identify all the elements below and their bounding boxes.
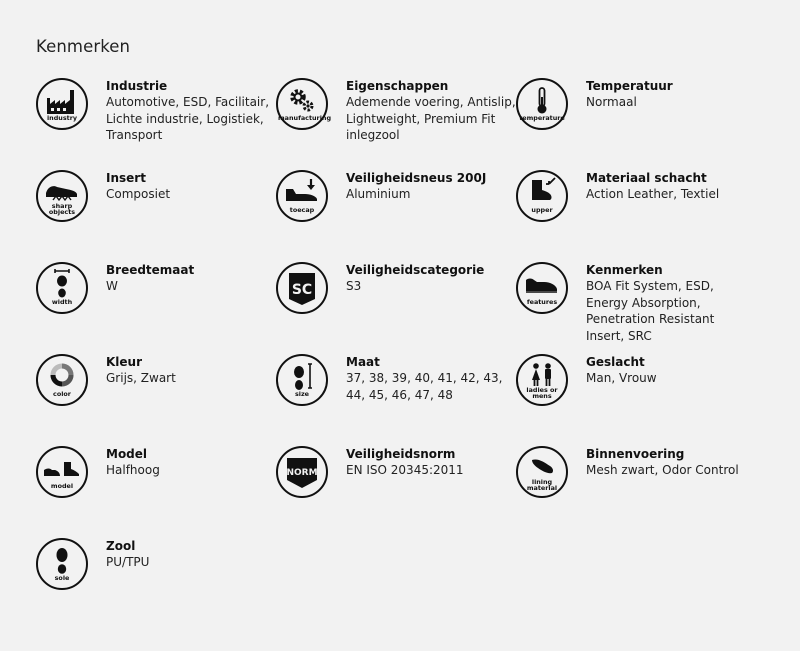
safety-category-icon [276,262,328,314]
feature-value: Grijs, Zwart [106,371,176,385]
feature-value: Automotive, ESD, Facilitair, Lichte industrie, Logistiek, Transport [106,95,270,142]
features-grid [36,78,766,630]
feature-label: Kenmerken [586,263,663,277]
feature-label: Eigenschappen [346,79,449,93]
feature-value: Man, Vrouw [586,371,657,385]
feature-item-model [36,446,276,538]
feature-value: Composiet [106,187,171,201]
feature-item-kleur [36,354,276,446]
safety-norm-icon [276,446,328,498]
size-icon: size [276,354,328,406]
feature-value: S3 [346,279,362,293]
feature-label: Temperatuur [586,79,673,93]
feature-item-zool [36,538,276,630]
feature-label: Veiligheidsneus 200J [346,171,487,185]
feature-label: Geslacht [586,355,645,369]
model-icon: model [36,446,88,498]
section-title: Kenmerken [36,37,131,56]
feature-item-industrie [36,78,276,170]
feature-label: Veiligheidscategorie [346,263,485,277]
feature-item-insert [36,170,276,262]
feature-item-geslacht [516,354,766,446]
ladies-or-mens-icon: ladies or mens [516,354,568,406]
feature-item-binnenvoering [516,446,766,538]
feature-label: Model [106,447,148,461]
feature-label: Maat [346,355,380,369]
feature-item-temperatuur [516,78,766,170]
svg-text:SC: SC [291,282,313,298]
sharp-objects-icon: sharp objects [36,170,88,222]
color-icon: color [36,354,88,406]
feature-item-breedtemaat [36,262,276,354]
feature-value: EN ISO 20345:2011 [346,463,464,477]
feature-item-veiligheidscategorie [276,262,516,354]
feature-item-maat [276,354,516,446]
manufacturing-icon: manufacturing [276,78,328,130]
feature-label: Industrie [106,79,168,93]
svg-text:NORM: NORM [286,468,318,478]
feature-value: BOA Fit System, ESD, Energy Absorption, Penetration Resistant Insert, SRC [586,279,715,343]
feature-label: Kleur [106,355,143,369]
feature-label: Breedtemaat [106,263,195,277]
feature-item-materiaal-schacht [516,170,766,262]
feature-value: Normaal [586,95,637,109]
feature-label: Binnenvoering [586,447,685,461]
feature-value: Aluminium [346,187,411,201]
width-icon: width [36,262,88,314]
feature-label: Materiaal schacht [586,171,707,185]
feature-value: W [106,279,118,293]
feature-value: PU/TPU [106,555,150,569]
feature-value: Mesh zwart, Odor Control [586,463,739,477]
feature-item-veiligheidsnorm [276,446,516,538]
industry-icon: industry [36,78,88,130]
feature-value: 37, 38, 39, 40, 41, 42, 43, 44, 45, 46, 47, 48 [346,371,503,402]
feature-item-eigenschappen [276,78,516,170]
feature-item-veiligheidsneus [276,170,516,262]
feature-item-kenmerken [516,262,766,354]
lining-material-icon: lining material [516,446,568,498]
toecap-icon: toecap [276,170,328,222]
sole-icon: sole [36,538,88,590]
feature-value: Halfhoog [106,463,160,477]
feature-label: Veiligheidsnorm [346,447,456,461]
temperature-icon: temperature [516,78,568,130]
feature-label: Insert [106,171,146,185]
feature-value: Ademende voering, Antislip, Lightweight, Premium Fit inlegzool [346,95,516,142]
feature-value: Action Leather, Textiel [586,187,720,201]
feature-label: Zool [106,539,136,553]
features-icon: features [516,262,568,314]
upper-icon: upper [516,170,568,222]
